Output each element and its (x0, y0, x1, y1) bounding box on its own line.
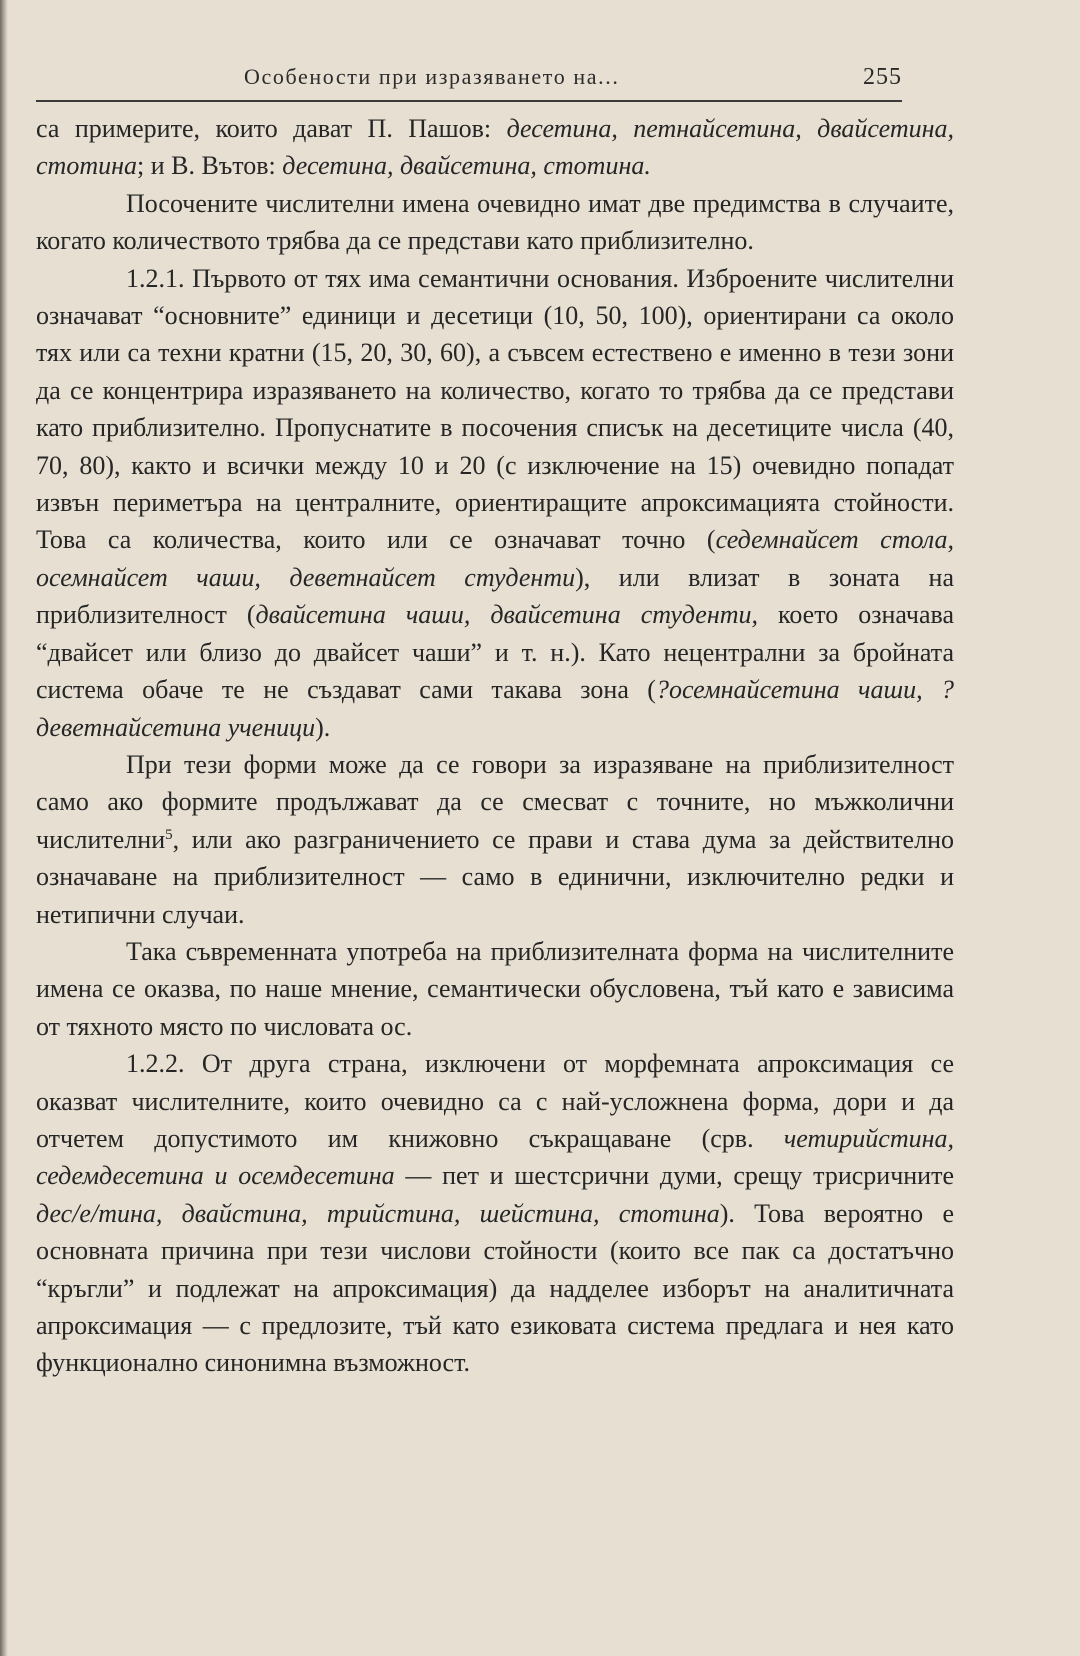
running-title: Особености при изразяването на... (244, 64, 620, 89)
text-run: ). (315, 712, 331, 742)
paragraph (36, 1045, 954, 1382)
text-run: Така съвременната употреба на приблизителната форма на числителните имена се оказва, по наше мнение, семантически обусловена, тъй като е зависима от тяхното място по числовата ос. (36, 936, 954, 1041)
italic-example: четирийстина, седемдесетина и осемдесетина (36, 1123, 954, 1191)
italic-example: седемнайсет стола, осемнайсет чаши, деветнайсет студенти (36, 525, 954, 592)
text-run: , или ако разграничението се прави и става дума за действително означаване на приблизителност — само в единични, изключително редки и нетипични случаи. (36, 824, 954, 929)
text-run: което означава “двайсет или близо до двайсет чаши” и т. н.). Като нецентрални за бройната система обаче те не създават сами такава зона ( (36, 600, 955, 705)
italic-example: дес/е/тина, двайстина, трийстина, шейстина, стотина (36, 1198, 720, 1228)
paragraph (36, 746, 954, 933)
paragraph (36, 933, 954, 1045)
text-run: — пет и шестсрични думи, срещу трисричните (394, 1161, 955, 1191)
italic-example: десетина, петнайсетина, двайсетина, стотина (36, 114, 954, 181)
footnote-marker: 5 (165, 826, 173, 843)
text-run: 1.2.1. Първото от тях има семантични основания. Изброените числителни означават “основните” единици и десетици (10, 50, 100), ориентирани са около тях или са техни кратни (15, 20, 30, 60), а съвсем естествено е именно в тези зони да се концентрира изразяването на количество, когато то трябва да се представи като приблизително. Пропуснатите в посочения списък на десетиците числа (40, 70, 80), както и всички между 10 и 20 (с изключение на 15) очевидно попадат извън периметъра на централните, ориентиращите апроксимацията стойности. Това са количества, които или се означават точно ( (36, 263, 954, 555)
body-text (36, 110, 954, 1382)
header-rule (36, 100, 902, 102)
italic-example: ?осемнайсетина чаши, ?деветнайсетина ученици (36, 675, 954, 742)
text-run: 1.2.2. От друга страна, изключени от морфемната апроксимация се оказват числителните, които очевидно са с най-усложнена форма, дори и да отчетем допустимото им книжовно съкращаване (срв. (36, 1049, 954, 1153)
paragraph (36, 260, 954, 746)
paragraph (36, 185, 954, 260)
text-run: ), или влизат в зоната на приблизителност ( (36, 562, 954, 630)
running-head (36, 60, 902, 100)
paragraph (36, 110, 954, 185)
italic-example: двайсетина чаши, двайсетина студенти, (255, 600, 759, 630)
italic-example: десетина, двайсетина, стотина. (282, 151, 651, 181)
page-number: 255 (863, 64, 902, 90)
text-run: При тези форми може да се говори за изразяване на приблизителност само ако формите продължават да се смесват с точните, но мъжколични числителни (36, 749, 954, 854)
text-run: са примерите, които дават П. Пашов: (36, 114, 507, 143)
text-run: ). Това вероятно е основната причина при тези числови стойности (които все пак са достатъчно “кръгли” и подлежат на апроксимация) да надделее изборът на аналитичната апроксимация — с предлозите, тъй като езиковата система предлага и нея като функционално синонимна възможност. (36, 1198, 954, 1378)
text-run: ; и В. Вътов: (137, 151, 283, 181)
text-run: Посочените числителни имена очевидно имат две предимства в случаите, когато количеството трябва да се представи като приблизително. (36, 188, 954, 256)
